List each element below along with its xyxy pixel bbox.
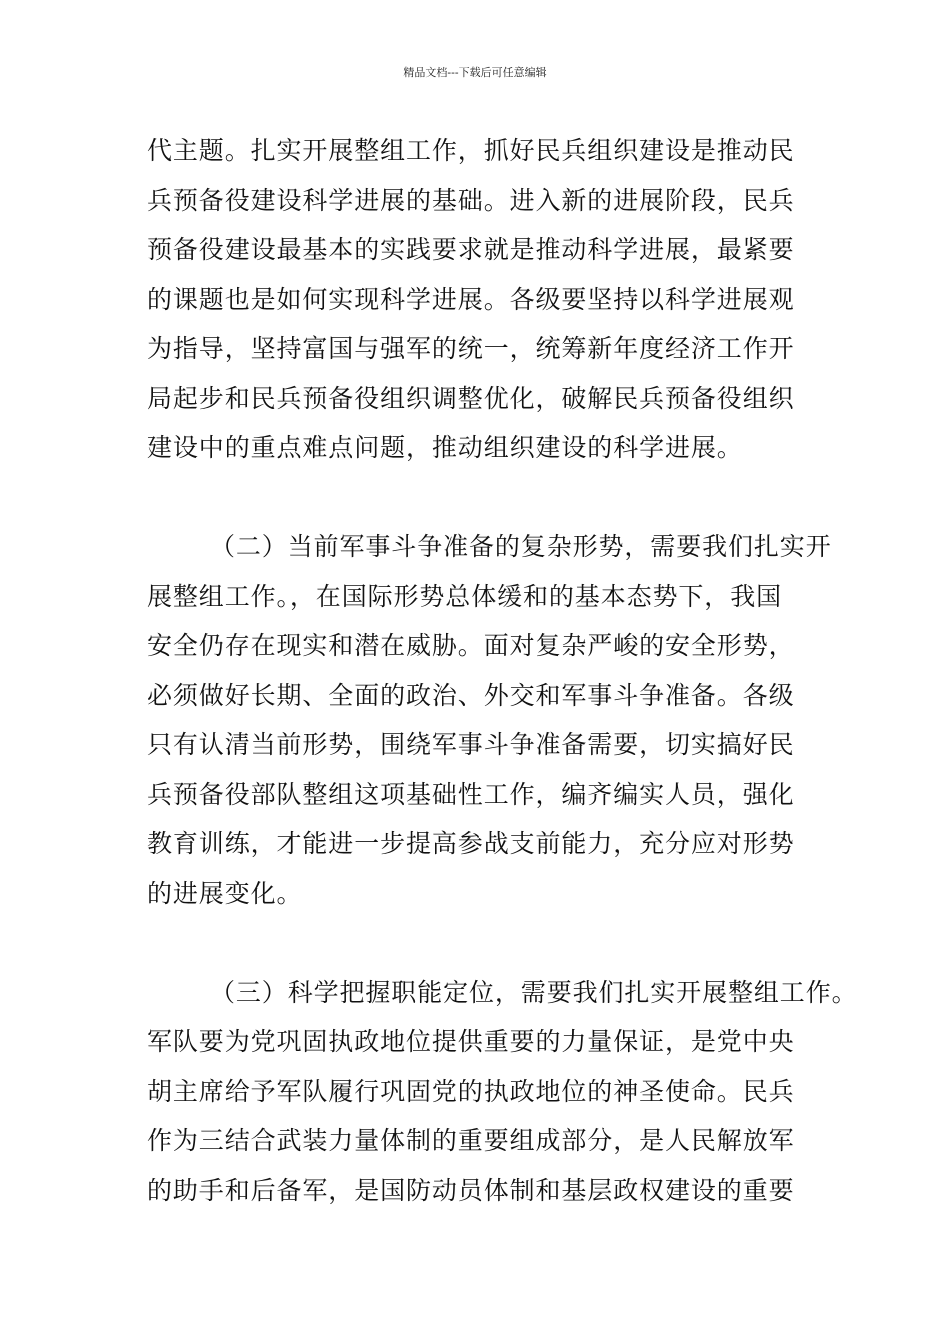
paragraph bbox=[147, 968, 858, 1216]
paragraph-line: 安全仍存在现实和潜在威胁。面对复杂严峻的安全形势， bbox=[147, 631, 795, 660]
paragraph bbox=[147, 126, 847, 473]
paragraph-line: 教育训练，才能进一步提高参战支前能力，充分应对形势 bbox=[147, 829, 795, 858]
paragraph bbox=[147, 522, 847, 918]
paragraph-line: 只有认清当前形势，围绕军事斗争准备需要，切实搞好民 bbox=[147, 730, 795, 759]
paragraph-line: 局起步和民兵预备役组织调整优化，破解民兵预备役组织 bbox=[147, 383, 795, 413]
paragraph-line: 建设中的重点难点问题，推动组织建设的科学进展。 bbox=[147, 433, 743, 462]
paragraph-line: 的助手和后备军，是国防动员体制和基层政权建设的重要 bbox=[147, 1175, 795, 1205]
paragraph-line: 代主题。扎实开展整组工作，抓好民兵组织建设是推动民 bbox=[147, 136, 795, 165]
paragraph-line: 兵预备役部队整组这项基础性工作，编齐编实人员，强化 bbox=[147, 779, 795, 809]
paragraph-line: 军队要为党巩固执政地位提供重要的力量保证，是党中央 bbox=[147, 1027, 795, 1056]
paragraph-line: 的课题也是如何实现科学进展。各级要坚持以科学进展观 bbox=[147, 284, 795, 314]
paragraph-line: 预备役建设最基本的实践要求就是推动科学进展，最紧要 bbox=[147, 235, 795, 264]
document-body bbox=[147, 126, 858, 1215]
paragraph-line: 为指导，坚持富国与强军的统一，统筹新年度经济工作开 bbox=[147, 334, 795, 363]
page-header: 精品文档---下载后可任意编辑 bbox=[403, 66, 547, 79]
paragraph-line: （三）科学把握职能定位，需要我们扎实开展整组工作。 bbox=[210, 977, 858, 1007]
paragraph-line: 必须做好长期、全面的政治、外交和军事斗争准备。各级 bbox=[147, 680, 795, 710]
paragraph-line: 的进展变化。 bbox=[147, 878, 303, 908]
paragraph-gap bbox=[147, 473, 847, 523]
paragraph-line: 兵预备役建设科学进展的基础。进入新的进展阶段，民兵 bbox=[147, 185, 795, 215]
paragraph-line: （二）当前军事斗争准备的复杂形势，需要我们扎实开 bbox=[210, 532, 832, 561]
paragraph-line: 作为三结合武装力量体制的重要组成部分，是人民解放军 bbox=[147, 1126, 795, 1155]
paragraph-line: 展整组工作。，在国际形势总体缓和的基本态势下，我国 bbox=[147, 581, 783, 611]
paragraph-line: 胡主席给予军队履行巩固党的执政地位的神圣使命。民兵 bbox=[147, 1076, 795, 1106]
paragraph-gap bbox=[147, 918, 847, 968]
